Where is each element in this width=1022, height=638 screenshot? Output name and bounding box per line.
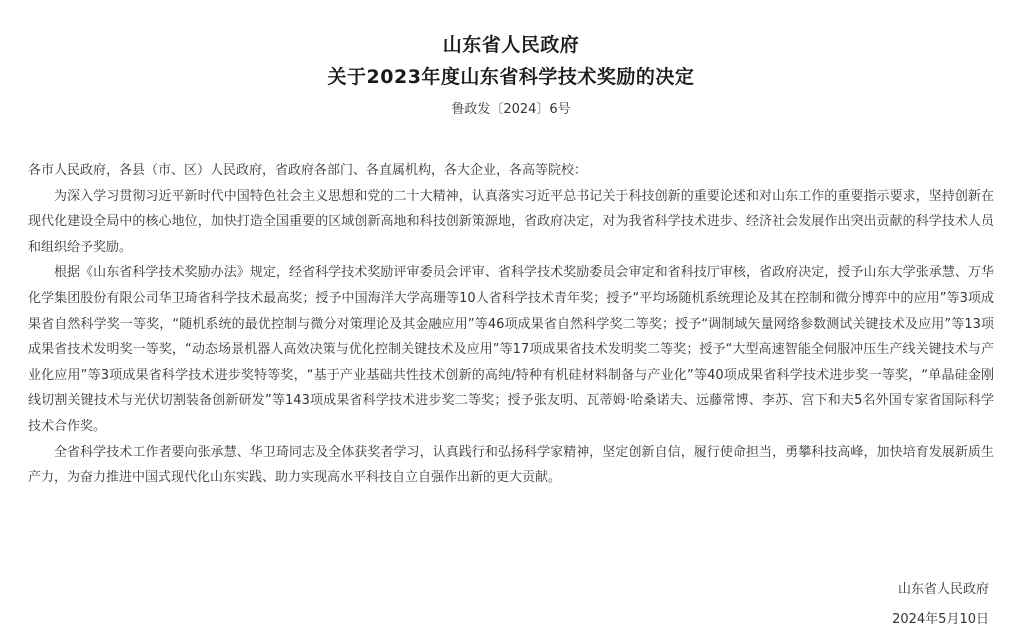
- document-number: 鲁政发〔2024〕6号: [451, 102, 571, 117]
- signature-date: 2024年5月10日: [892, 612, 989, 627]
- paragraph-awards: 根据《山东省科学技术奖励办法》规定，经省科学技术奖励评审委员会评审、省科学技术奖励委员会审定和省科技厅审核，省政府决定，授予山东大学张承慧、万华化学集团股份有限公司华卫琦省科学技术最高奖；授予中国海洋大学高珊等10人省科学技术青年奖；授予“平均场随机系统理论及其在控制和微分博弈中的应用”等3项成果省自然科学奖一等奖，“随机系统的最优控制与微分对策理论及其金融应用”等46项成果省自然科学奖二等奖；授予“调制域矢量网络参数测试关键技术及应用”等13项成果省技术发明奖一等奖，“动态场景机器人高效决策与优化控制关键技术及应用”等17项成果省技术发明奖二等奖；授予“大型高速智能全伺服冲压生产线关键技术与产业化应用”等3项成果省科学技术进步奖特等奖，“基于产业基础共性技术创新的高纯/特种有机硅材料制备与产业化”等40项成果省科学技术进步奖一等奖，“单晶硅金刚线切割关键技术与光伏切割装备创新研发”等143项成果省科学技术进步奖二等奖；授予张友明、瓦蒂姆·哈桑诺夫、远藤常博、李苏、宫下和夫5名外国专家省国际科学技术合作奖。: [28, 265, 994, 434]
- document-body: [28, 158, 994, 491]
- paragraph-purpose: 为深入学习贯彻习近平新时代中国特色社会主义思想和党的二十大精神，认真落实习近平总书记关于科技创新的重要论述和对山东工作的重要指示要求，坚持创新在现代化建设全局中的核心地位，加快打造全国重要的区域创新高地和科技创新策源地，省政府决定，对为我省科学技术进步、经济社会发展作出突出贡献的科学技术人员和组织给予奖励。: [28, 188, 994, 255]
- signature-organization: 山东省人民政府: [897, 582, 989, 597]
- issuer-title: 山东省人民政府: [442, 34, 580, 56]
- paragraph-call-to-action: 全省科学技术工作者要向张承慧、华卫琦同志及全体获奖者学习，认真践行和弘扬科学家精神，坚定创新自信，履行使命担当，勇攀科技高峰，加快培育发展新质生产力，为奋力推进中国式现代化山东实践、助力实现高水平科技自立自强作出新的更大贡献。: [28, 444, 994, 486]
- salutation: 各市人民政府，各县（市、区）人民政府，省政府各部门、各直属机构，各大企业，各高等院校：: [28, 163, 588, 178]
- document-title: 关于2023年度山东省科学技术奖励的决定: [327, 66, 695, 88]
